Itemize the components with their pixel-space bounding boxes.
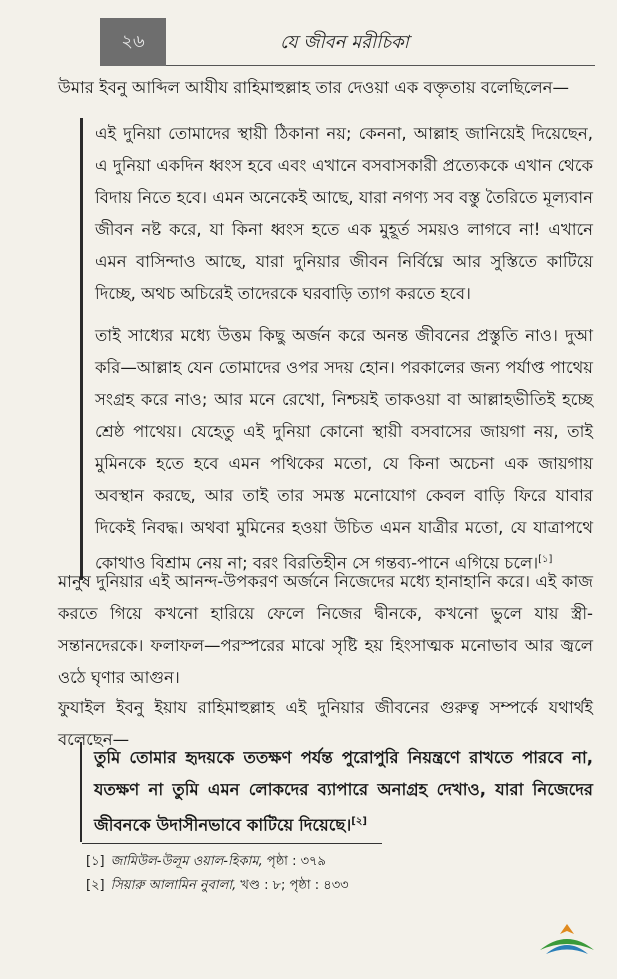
quote-umar (80, 118, 593, 580)
footnote-divider (82, 843, 382, 844)
quote-fudayl-body: তুমি তোমার হৃদয়কে ততক্ষণ পর্যন্ত পুরোপুরি নিয়ন্ত্রণে রাখতে পারবে না, যতক্ষণ না তুমি এমন লোকদের ব্যাপারে অনাগ্রহ দেখাও, যারা নিজেদের জীবনকে উদাসীনভাবে কাটিয়ে দিয়েছে। (94, 748, 593, 835)
quote-fudayl-text (94, 742, 593, 842)
footnote-1 (86, 850, 577, 874)
quote-umar-para-2 (95, 320, 593, 580)
footnote-1-num: [১] (86, 854, 105, 869)
page-number: ২৬ (100, 18, 166, 66)
header-divider (166, 65, 595, 66)
footnotes (86, 850, 577, 898)
quote-umar-para-2-text: তাই সাধ্যের মধ্যে উত্তম কিছু অর্জন করে অনন্ত জীবনের প্রস্তুতি নাও। দুআ করি—আল্লাহ যেন তোমাদের ওপর সদয় হোন। পরকালের জন্য পর্যাপ্ত পাথেয় সংগ্রহ করে নাও; আর মনে রেখো, নিশ্চয়ই তাকওয়া বা আল্লাহভীতিই হচ্ছে শ্রেষ্ঠ পাথেয়। যেহেতু এই দুনিয়া কোনো স্থায়ী বসবাসের জায়গা নয়, তাই মুমিনকে হতে হবে এমন পথিকের মতো, যে কিনা অচেনা এক জায়গায় অবস্থান করছে, আর তাই তার সমস্ত মনোযোগ কেবল বাড়ি ফিরে যাবার দিকেই নিবদ্ধ। অথবা মুমিনের হওয়া উচিত এমন যাত্রীর মতো, যে যাত্রাপথে কোথাও বিশ্রাম নেয় না; বরং বিরতিহীন সে গন্তব্য-পানে এগিয়ে চলে। (95, 326, 593, 573)
footnote-1-title: জামিউল-উলূম ওয়াল-হিকাম, (110, 854, 263, 869)
body-paragraph: মানুষ দুনিয়ার এই আনন্দ-উপকরণ অর্জনে নিজেদের মধ্যে হানাহানি করে। এই কাজ করতে গিয়ে কখনো হারিয়ে ফেলে নিজের দ্বীনকে, কখনো ভুলে যায় স্ত্রী-সন্তানদেরকে। ফলাফল—পরস্পরের মাঝে সৃষ্টি হয় হিংসাত্মক মনোভাব আর জ্বলে ওঠে ঘৃণার আগুন। (58, 572, 593, 687)
footnote-2-detail: খণ্ড : ৮; পৃষ্ঠা : ৪৩৩ (236, 878, 349, 893)
intro-fudayl: ফুযাইল ইবনু ইয়ায রাহিমাহুল্লাহ এই দুনিয়ার জীবনের গুরুত্ব সম্পর্কে যথার্থই বলেছেন— (58, 698, 593, 749)
footnote-2-num: [২] (86, 878, 105, 893)
footnote-2-title: সিয়ারু আলামিন নুবালা, (110, 878, 237, 893)
footnote-1-detail: পৃষ্ঠা : ৩৭৯ (262, 854, 326, 869)
publisher-logo-icon (536, 920, 598, 956)
quote-fudayl (80, 742, 593, 842)
quote-umar-para-1: এই দুনিয়া তোমাদের স্থায়ী ঠিকানা নয়; কেননা, আল্লাহ জানিয়েই দিয়েছেন, এ দুনিয়া একদিন ধ্বংস হবে এবং এখানে বসবাসকারী প্রত্যেককে এখান থেকে বিদায় নিতে হবে। এমন অনেকেই আছে, যারা নগণ্য সব বস্তু তৈরিতে মূল্যবান জীবন নষ্ট করে, যা কিনা ধ্বংস হতে এক মুহূর্ত সময়ও লাগবে না! এখানে এমন বাসিন্দাও আছে, যারা দুনিয়ার জীবন নির্বিঘ্নে আর সুস্তিতে কাটিয়ে দিচ্ছে, অথচ অচিরেই তাদেরকে ঘরবাড়ি ত্যাগ করতে হবে। (95, 124, 593, 303)
intro-umar: উমার ইবনু আব্দিল আযীয রাহিমাহুল্লাহ তার দেওয়া এক বক্তৃতায় বলেছিলেন— (58, 78, 569, 97)
footnote-ref-2[interactable]: [২] (351, 816, 367, 827)
running-title: যে জীবন মরীচিকা (280, 32, 409, 53)
footnote-2 (86, 874, 577, 898)
page-header (100, 18, 595, 66)
footnote-ref-1[interactable]: [১] (538, 554, 553, 565)
